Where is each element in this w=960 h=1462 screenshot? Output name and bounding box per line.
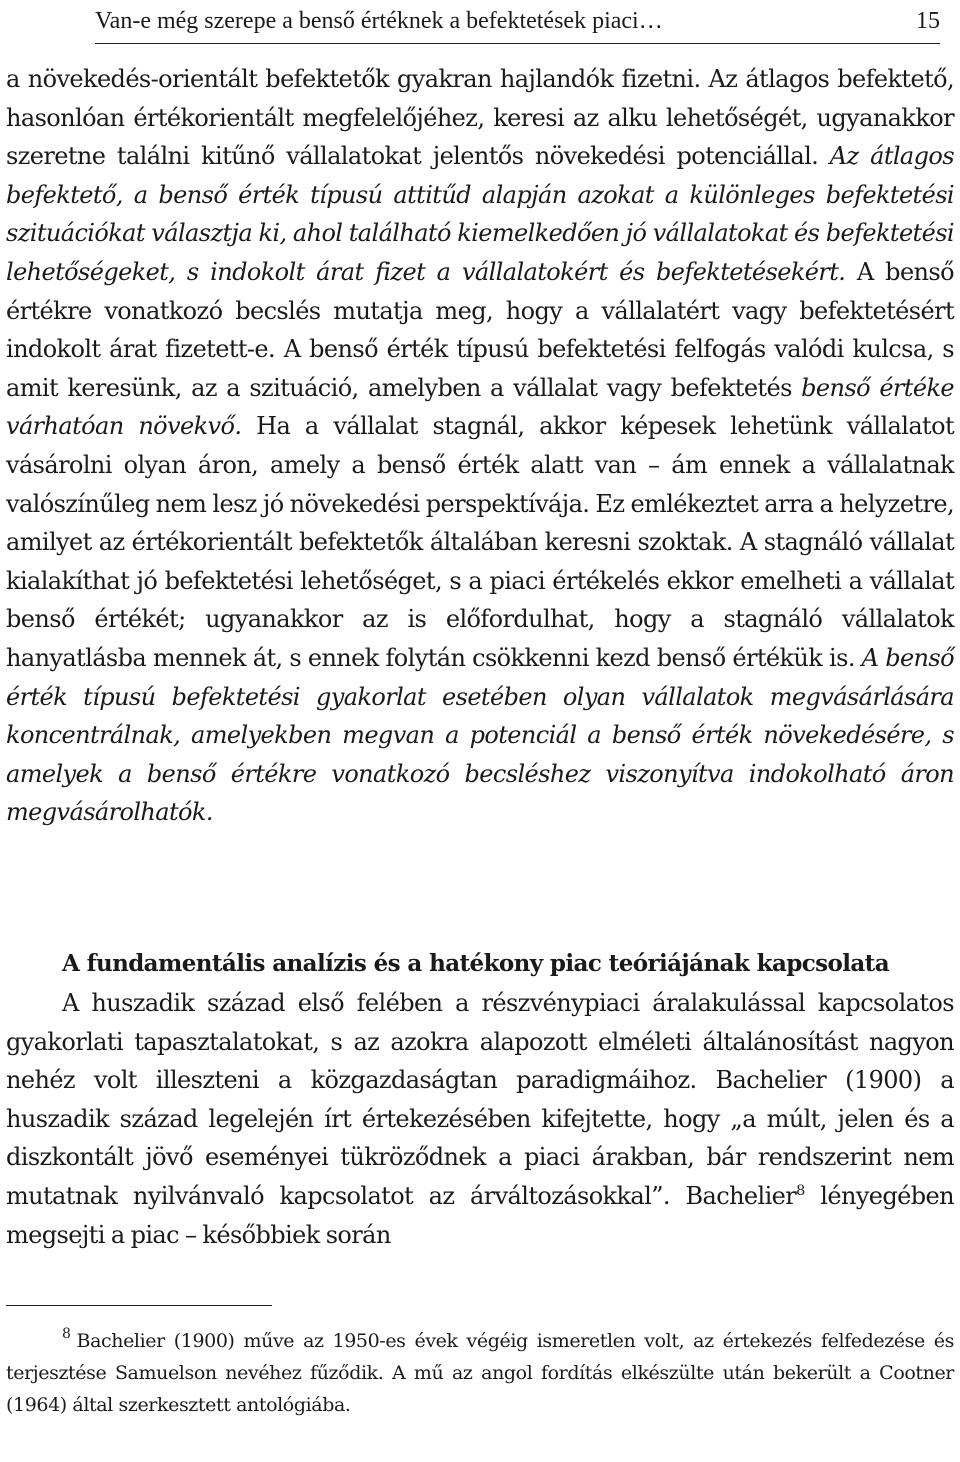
page-number: 15: [916, 8, 940, 34]
section-paragraph: [6, 984, 954, 1254]
paragraph-text-2: A benső értékre vonatkozó becslés mutatja meg, hogy a vállalatért vagy befektetésért indokolt árat fizetett-e. A benső érték típusú befektetési felfogás valódi kulcsa, s amit keresünk, az a szituáció, amelyben a vállalat vagy befektetés: [6, 257, 954, 402]
section-heading: A fundamentális analízis és a hatékony piac teóriájának kapcsolata: [62, 950, 889, 977]
footnote-mark: 8: [62, 1326, 71, 1342]
footnote-text: Bachelier (1900) műve az 1950-es évek végéig ismeretlen volt, az értekezés felfedezése és terjesztése Samuelson nevéhez fűződik. A mű az angol fordítás elkészülte után bekerült a Cootner (1964) által szerkesztett antológiába.: [6, 1330, 954, 1416]
footnote-divider: [6, 1305, 272, 1306]
footnote-reference[interactable]: 8: [796, 1182, 805, 1199]
section-text-2: lényegében megsejti a piac – későbbiek során: [6, 1181, 954, 1249]
paragraph-italic-3: A benső érték típusú befektetési gyakorlat esetében olyan vállalatok megvásárlására koncentrálnak, amelyekben megvan a potenciál a benső érték növekedésére, s amelyek a benső értékre vonatkozó becsléshez viszonyítva indokolható áron megvásárolhatók.: [6, 643, 954, 827]
running-header-title: Van-e még szerepe a benső értéknek a befektetések piaci…: [95, 8, 663, 34]
footnote: [6, 1318, 954, 1421]
paragraph-text-1: a növekedés-orientált befektetők gyakran hajlandók fizetni. Az átlagos befektető, hasonlóan értékorientált megfelelőjéhez, keresi az alku lehetőségét, ugyanakkor szeretne találni kitűnő vállalatokat jelentős növekedési potenciállal.: [6, 65, 954, 171]
running-header: [95, 0, 940, 44]
paragraph-italic-1: Az átlagos befektető, a benső érték típusú attitűd alapján azokat a különleges befektetési szituációkat választja ki, ahol található kiemelkedően jó vállalatokat és befektetési lehetőségeket, s indokolt árat fizet a vállalatokért és befektetésekért.: [6, 142, 954, 286]
main-paragraph: [6, 60, 954, 832]
section-text-1: A huszadik század első felében a részvénypiaci áralakulással kapcsolatos gyakorlati tapasztalatokat, s az azokra alapozott elméleti általánosítást nagyon nehéz volt illeszteni a közgazdaságtan paradigmáihoz. Bachelier (1900) a huszadik század legelején írt értekezésében kifejtette, hogy „a múlt, jelen és a diszkontált jövő eseményei tükröződnek a piaci árakban, bár rendszerint nem mutatnak nyilvánvaló kapcsolatot az árváltozásokkal”. Bachelier: [6, 989, 954, 1210]
paragraph-italic-2: benső értéke várhatóan növekvő.: [6, 373, 954, 441]
paragraph-text-3: Ha a vállalat stagnál, akkor képesek lehetünk vállalatot vásárolni olyan áron, amely a benső érték alatt van – ám ennek a vállalatnak valószínűleg nem lesz jó növekedési perspektívája. Ez emlékeztet arra a helyzetre, amilyet az értékorientált befektetők általában keresni szoktak. A stagnáló vállalat kialakíthat jó befektetési lehetőséget, s a piaci értékelés ekkor emelheti a vállalat benső értékét; ugyanakkor az is előfordulhat, hogy a stagnáló vállalatok hanyatlásba mennek át, s ennek folytán csökkenni kezd benső értékük is.: [6, 412, 954, 672]
